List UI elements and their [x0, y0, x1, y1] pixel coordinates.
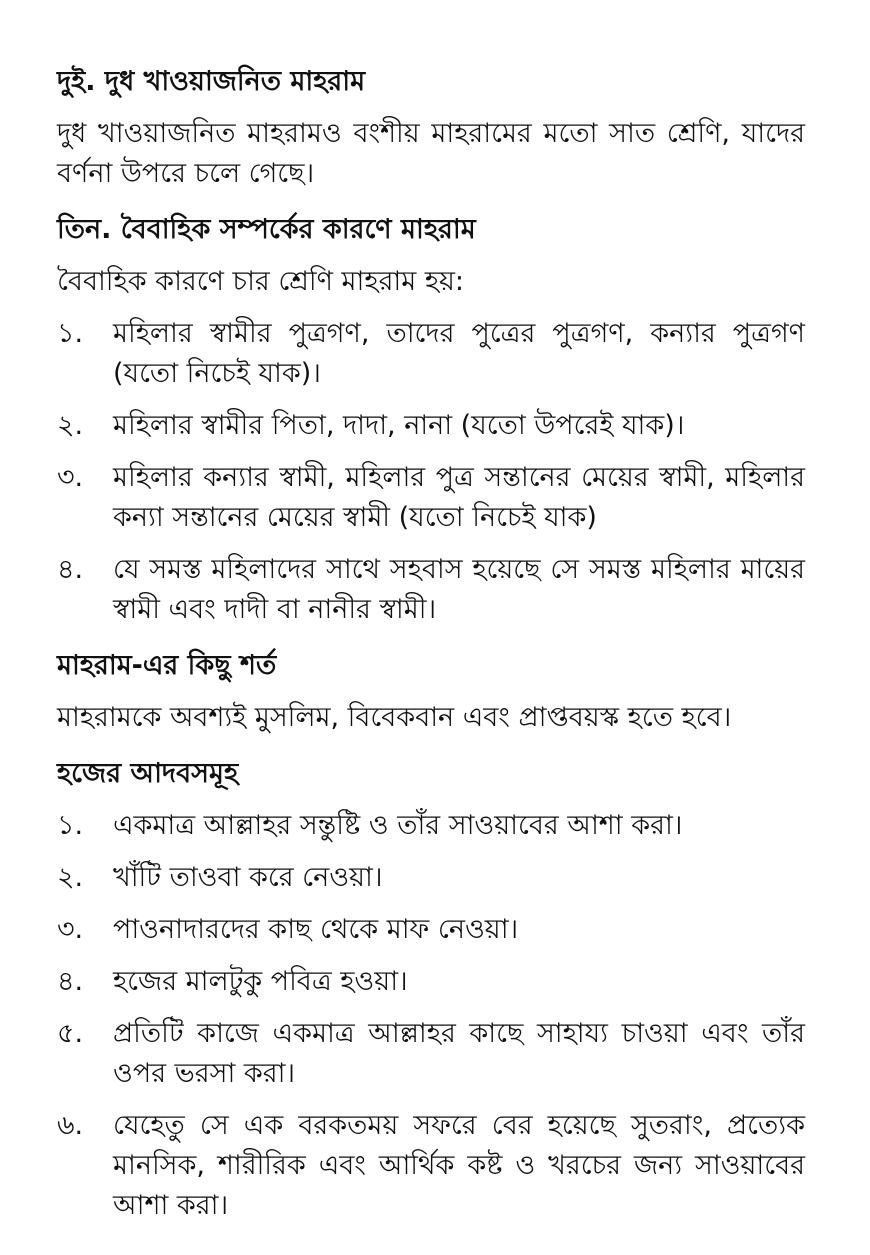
- list-item: [57, 1014, 805, 1094]
- section-heading-marriage-mahram: তিন. বৈবাহিক সম্পর্কের কারণে মাহরাম: [57, 214, 476, 245]
- list-item-text: খাঁটি তাওবা করে নেওয়া।: [113, 862, 383, 893]
- list-item-text: যে সমস্ত মহিলাদের সাথে সহবাস হয়েছে সে সমস্ত মহিলার মায়ের স্বামী এবং দাদী বা নানীর স্বামী।: [113, 554, 805, 625]
- list-item-text: মহিলার স্বামীর পিতা, দাদা, নানা (যতো উপরেই যাক)।: [113, 410, 685, 441]
- list-item-number: ২.: [57, 410, 84, 441]
- list-item-text: একমাত্র আল্লাহর সন্তুষ্টি ও তাঁর সাওয়াবের আশা করা।: [113, 810, 683, 841]
- list-item: [57, 806, 805, 846]
- list-item-text: মহিলার স্বামীর পুত্রগণ, তাদের পুত্রের পুত্রগণ, কন্যার পুত্রগণ (যতো নিচেই যাক)।: [113, 318, 805, 389]
- list-item-text: হজের মালটুকু পবিত্র হওয়া।: [113, 966, 408, 997]
- list-item-number: ৫.: [57, 1018, 84, 1049]
- list-item-number: ৪.: [57, 554, 84, 585]
- list-item: [57, 910, 805, 950]
- section-heading-hajj-etiquette: হজের আদবসমূহ: [57, 758, 239, 789]
- list-item-number: ৩.: [57, 462, 84, 493]
- list-item: [57, 458, 805, 538]
- section-heading-conditions: মাহরাম-এর কিছু শর্ত: [57, 650, 277, 681]
- section-heading-milk-mahram: দুই. দুধ খাওয়াজনিত মাহরাম: [57, 66, 366, 97]
- page-content: [57, 62, 805, 1226]
- list-item: [57, 406, 805, 446]
- list-item-number: ৬.: [57, 1110, 84, 1141]
- list-item: [57, 1106, 805, 1226]
- section-body-conditions: মাহরামকে অবশ্যই মুসলিম, বিবেকবান এবং প্রাপ্তবয়স্ক হতে হবে।: [57, 702, 732, 733]
- list-item-text: প্রতিটি কাজে একমাত্র আল্লাহর কাছে সাহায্য চাওয়া এবং তাঁর ওপর ভরসা করা।: [113, 1018, 805, 1089]
- list-item-text: মহিলার কন্যার স্বামী, মহিলার পুত্র সন্তানের মেয়ের স্বামী, মহিলার কন্যা সন্তানের মেয়ের স্বামী (যতো নিচেই যাক): [113, 462, 805, 533]
- list-item: [57, 550, 805, 630]
- list-item: [57, 962, 805, 1002]
- marriage-mahram-list: [57, 314, 805, 630]
- list-item: [57, 314, 805, 394]
- list-item-text: যেহেতু সে এক বরকতময় সফরে বের হয়েছে সুতরাং, প্রত্যেক মানসিক, শারীরিক এবং আর্থিক কষ্ট ও খরচের জন্য সাওয়াবের আশা করা।: [113, 1110, 805, 1221]
- list-item-number: ৩.: [57, 914, 84, 945]
- section-body-milk-mahram: দুধ খাওয়াজনিত মাহরামও বংশীয় মাহরামের মতো সাত শ্রেণি, যাদের বর্ণনা উপরে চলে গেছে।: [57, 118, 805, 189]
- list-item-number: ১.: [57, 810, 84, 841]
- list-item: [57, 858, 805, 898]
- list-item-number: ৪.: [57, 966, 84, 997]
- list-item-text: পাওনাদারদের কাছ থেকে মাফ নেওয়া।: [113, 914, 519, 945]
- section-intro-marriage-mahram: বৈবাহিক কারণে চার শ্রেণি মাহরাম হয়:: [57, 266, 465, 297]
- hajj-etiquette-list: [57, 806, 805, 1226]
- list-item-number: ১.: [57, 318, 84, 349]
- list-item-number: ২.: [57, 862, 84, 893]
